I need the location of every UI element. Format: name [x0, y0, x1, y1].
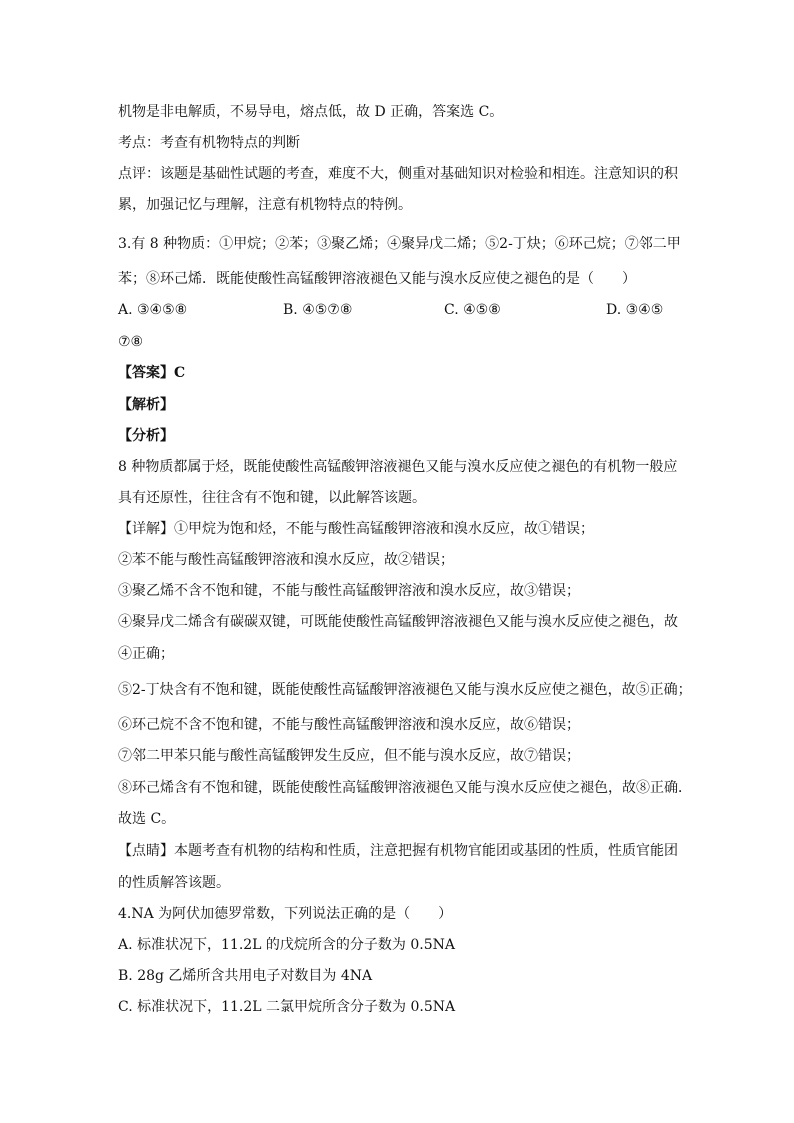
question-3-option-c: C. ④⑤⑧ — [444, 302, 501, 318]
detail-line-6: ⑤2-丁炔含有不饱和键，既能使酸性高锰酸钾溶液褪色又能与溴水反应使之褪色，故⑤正确； — [118, 682, 692, 698]
question-4-option-c: C. 标准状况下，11.2L 二氯甲烷所含分子数为 0.5NA — [118, 999, 456, 1015]
question-4-option-a: A. 标准状况下，11.2L 的戊烷所含的分子数为 0.5NA — [118, 937, 456, 953]
question-3-stem-cont: 苯；⑧环己烯．既能使酸性高锰酸钾溶液褪色又能与溴水反应使之褪色的是（ ） — [118, 271, 636, 287]
detail-line-7: ⑥环己烷不含不饱和键，不能与酸性高锰酸钾溶液和溴水反应，故⑥错误； — [118, 717, 580, 733]
dianjing-line: 【点睛】本题考查有机物的结构和性质，注意把握有机物官能团或基团的性质，性质官能团 — [118, 843, 678, 859]
question-3-option-d-cont: ⑦⑧ — [118, 334, 144, 350]
detail-line-9: ⑧环己烯含有不饱和键，既能使酸性高锰酸钾溶液褪色又能与溴水反应使之褪色，故⑧正确． — [118, 780, 692, 796]
answer-heading: 【答案】C — [118, 365, 186, 381]
detail-line-5: ④正确； — [118, 646, 174, 662]
text-line: 机物是非电解质，不易导电，熔点低，故 D 正确，答案选 C。 — [118, 104, 504, 120]
jiexi-heading: 【解析】 — [118, 397, 174, 413]
question-3-option-d: D. ③④⑤ — [606, 302, 664, 318]
analysis-line-cont: 具有还原性，往往含有不饱和键，以此解答该题。 — [118, 490, 426, 506]
dianping-line: 点评：该题是基础性试题的考查，难度不大，侧重对基础知识对检验和相连。注意知识的积 — [118, 166, 678, 182]
question-3-option-a: A. ③④⑤⑧ — [118, 302, 188, 318]
question-4-option-b: B. 28g 乙烯所含共用电子对数目为 4NA — [118, 968, 373, 984]
detail-line-3: ③聚乙烯不含不饱和键，不能与酸性高锰酸钾溶液和溴水反应，故③错误； — [118, 583, 580, 599]
detail-line-8: ⑦邻二甲苯只能与酸性高锰酸钾发生反应，但不能与溴水反应，故⑦错误； — [118, 748, 580, 764]
detail-line-4: ④聚异戊二烯含有碳碳双键，可既能使酸性高锰酸钾溶液褪色又能与溴水反应使之褪色，故 — [118, 614, 678, 630]
detail-line-2: ②苯不能与酸性高锰酸钾溶液和溴水反应，故②错误； — [118, 552, 454, 568]
detail-line-10: 故选 C。 — [118, 811, 176, 827]
question-3-stem: 3.有 8 种物质：①甲烷；②苯；③聚乙烯；④聚异戊二烯；⑤2-丁炔；⑥环己烷；⑦邻二甲 — [118, 236, 681, 252]
dianping-line-cont: 累，加强记忆与理解，注意有机物特点的特例。 — [118, 197, 412, 213]
dianjing-line-cont: 的性质解答该题。 — [118, 875, 230, 891]
analysis-line: 8 种物质都属于烃，既能使酸性高锰酸钾溶液褪色又能与溴水反应使之褪色的有机物一般应 — [118, 459, 678, 475]
fenxi-heading: 【分析】 — [118, 428, 174, 444]
detail-line-1: 【详解】①甲烷为饱和烃，不能与酸性高锰酸钾溶液和溴水反应，故①错误； — [118, 521, 594, 537]
question-3-option-b: B. ④⑤⑦⑧ — [283, 302, 353, 318]
question-4-stem: 4.NA 为阿伏加德罗常数，下列说法正确的是（ ） — [118, 906, 453, 922]
kaodian-line: 考点：考查有机物特点的判断 — [118, 135, 300, 151]
